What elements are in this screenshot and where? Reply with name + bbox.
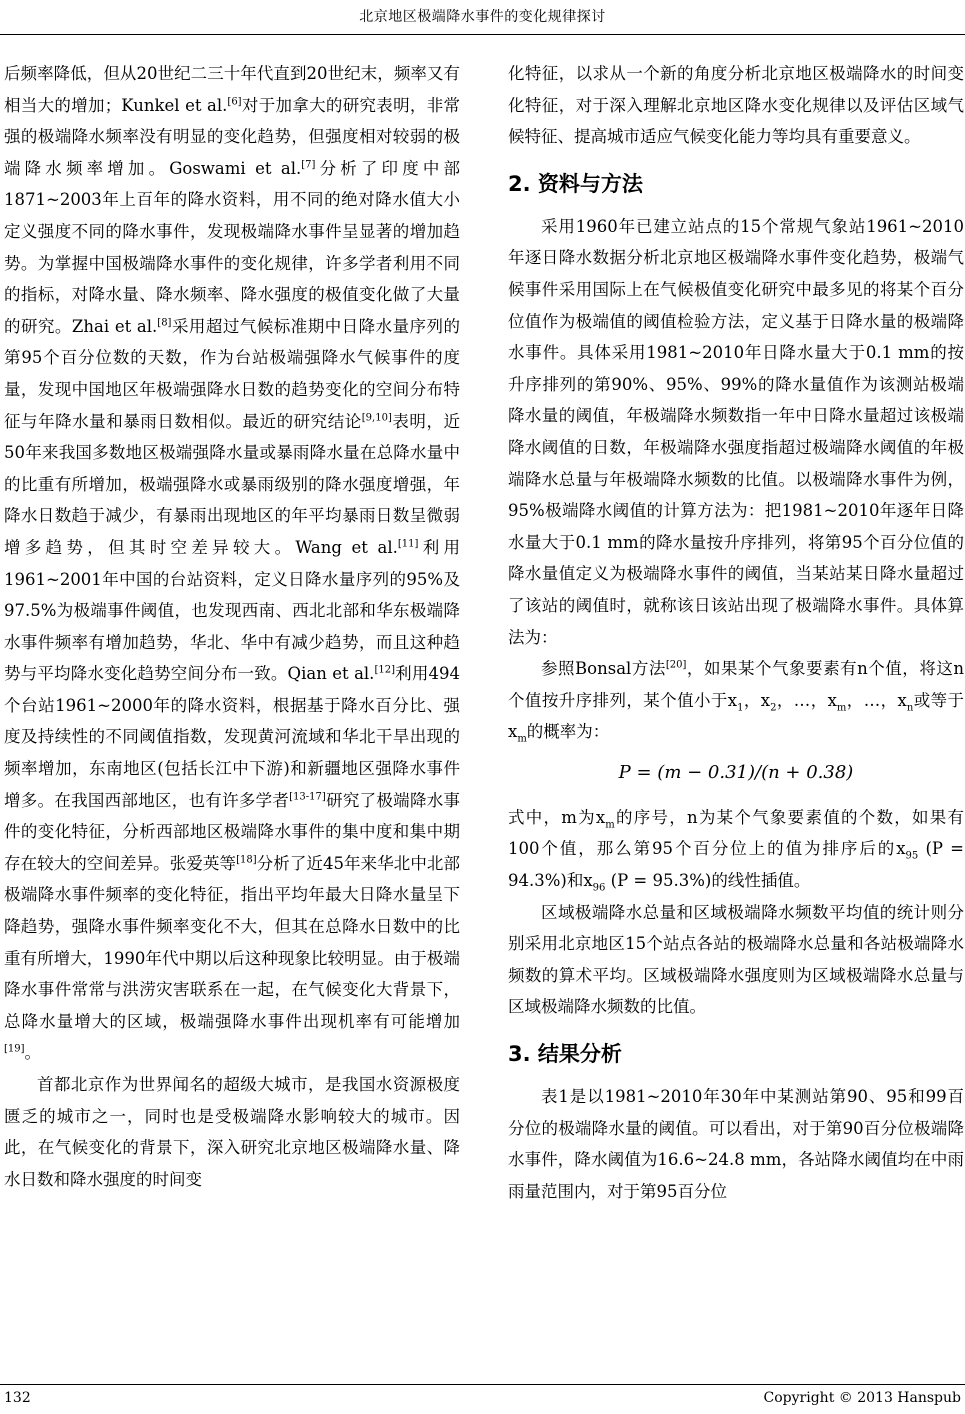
left-column bbox=[4, 58, 460, 1195]
copyright-notice: Copyright © 2013 Hanspub bbox=[763, 1390, 961, 1406]
paragraph-formula-explanation: 式中，m为$x_m$的序号，n为某个气象要素值的个数，如果有100个值，那么第95个百分位上的值为排序后的$x_{95}$ (P = 94.3%)和$x_{96}$ (P = 95.3%)的线性插值。 bbox=[508, 807, 964, 894]
citation-ref: [18] bbox=[236, 854, 257, 866]
subscript: m bbox=[836, 701, 847, 713]
section-heading-data-methods: 2. 资料与方法 bbox=[508, 171, 643, 196]
paragraph-bonsal: 参照Bonsal方法[20]，如果某个气象要素有n个值，将这n个值按升序排列，某个值小于$x_1$，$x_2$，…，$x_m$，…，$x_n$或等于$x_m$的概率为： bbox=[508, 659, 964, 745]
section-heading-results: 3. 结果分析 bbox=[508, 1042, 622, 1067]
citation-ref: [12] bbox=[374, 664, 395, 676]
citation-ref: [7] bbox=[301, 159, 316, 171]
paragraph-intro-continued: 化特征，以求从一个新的角度分析北京地区极端降水的时间变化特征，对于深入理解北京地区降水变化规律以及评估区域气候特征、提高城市适应气候变化能力等均具有重要意义。 bbox=[508, 64, 964, 147]
subscript: n bbox=[906, 701, 914, 713]
subscript: 1 bbox=[737, 701, 744, 713]
subscript: 96 bbox=[592, 882, 606, 894]
paragraph-results: 表1是以1981~2010年30年中某测站第90、95和99百分位的极端降水量的阈值。可以看出，对于第90百分位极端降水事件，降水阈值为16.6~24.8 mm，各站降水阈值均在中雨雨量范围内，对于第95百分位 bbox=[508, 1087, 964, 1201]
subscript: m bbox=[517, 733, 527, 745]
citation-ref: [9,10] bbox=[361, 412, 392, 424]
right-column bbox=[508, 58, 964, 1207]
citation-ref: [13-17] bbox=[289, 791, 326, 803]
page-number: 132 bbox=[4, 1390, 31, 1406]
running-title: 北京地区极端降水事件的变化规律探讨 bbox=[359, 9, 606, 25]
subscript: m bbox=[605, 819, 615, 831]
footer-divider bbox=[0, 1384, 965, 1385]
probability-formula: P = (m − 0.31)/(n + 0.38) bbox=[618, 761, 854, 783]
citation-ref: [11] bbox=[397, 538, 419, 550]
subscript: 95 bbox=[905, 850, 919, 862]
citation-ref: [19] bbox=[4, 1043, 25, 1055]
citation-ref: [20] bbox=[665, 659, 687, 671]
paragraph-methods: 采用1960年已建立站点的15个常规气象站1961~2010年逐日降水数据分析北京地区极端降水事件变化趋势，极端气候事件采用国际上在气候极值变化研究中最多见的将某个百分位值作为极端值的阈值检验方法，定义基于日降水量的极端降水事件。具体采用1981~2010年日降水量大于0.1 mm的按升序排列的第90%、95%、99%的降水量值作为该测站极端降水量的阈值，年极端降水频数指一年中日降水量超过该极端降水阈值的日数，年极端降水强度指超过极端降水阈值的年极端降水总量与年极端降水频数的比值。以极端降水事件为例，95%极端降水阈值的计算方法为：把1981~2010年逐年日降水量大于0.1 mm的降水量按升序排列，将第95个百分位值的降水量值定义为极端降水事件的阈值，当某站某日降水量超过了该站的阈值时，就称该日该站出现了极端降水事件。具体算法为： bbox=[508, 216, 964, 647]
paragraph-literature-review: 后频率降低，但从20世纪二三十年代直到20世纪末，频率又有相当大的增加；Kunkel et al.[6]对于加拿大的研究表明，非常强的极端降水频率没有明显的变化趋势，但强度相对较弱的极端降水频率增加。Goswami et al.[7]分析了印度中部1871~2003年上百年的降水资料，用不同的绝对降水值大小定义强度不同的降水事件，发现极端降水事件呈显著的增加趋势。为掌握中国极端降水事件的变化规律，许多学者利用不同的指标，对降水量、降水频率、降水强度的极值变化做了大量的研究。Zhai et al.[8]采用超过气候标准期中日降水量序列的第95个百分位数的天数，作为台站极端强降水气候事件的度量，发现中国地区年极端强降水日数的趋势变化的空间分布特征与年降水量和暴雨日数相似。最近的研究结论[9,10]表明，近50年来我国多数地区极端强降水量或暴雨降水量在总降水量中的比重有所增加，极端强降水或暴雨级别的降水强度增强，年降水日数趋于减少，有暴雨出现地区的年平均暴雨日数呈微弱增多趋势，但其时空差异较大。Wang et al.[11]利用1961~2001年中国的台站资料，定义日降水量序列的95%及97.5%为极端事件阈值，也发现西南、西北北部和华东极端降水事件频率有增加趋势，华北、华中有减少趋势，而且这种趋势与平均降水变化趋势空间分布一致。Qian et al.[12]利用494个台站1961~2000年的降水资料，根据基于降水百分比、强度及持续性的不同阈值指数，发现黄河流域和华北干旱出现的频率增加，东南地区(包括长江中下游)和新疆地区强降水事件增多。在我国西部地区，也有许多学者[13-17]研究了极端降水事件的变化特征，分析西部地区极端降水事件的集中度和集中期存在较大的空间差异。张爱英等[18]分析了近45年来华北中北部极端降水事件频率的变化特征，指出平均年最大日降水量呈下降趋势，强降水事件频率变化不大，但其在总降水日数中的比重有所增大，1990年代中期以后这种现象比较明显。由于极端降水事件常常与洪涝灾害联系在一起，在气候变化大背景下，总降水量增大的区域，极端强降水事件出现机率有可能增加[19]。 bbox=[4, 64, 461, 1063]
citation-ref: [6] bbox=[227, 96, 242, 108]
header-divider bbox=[0, 34, 965, 35]
paragraph-regional-stats: 区域极端降水总量和区域极端降水频数平均值的统计则分别采用北京地区15个站点各站的极端降水总量和各站极端降水频数的算术平均。区域极端降水强度则为区域极端降水总量与区域极端降水频数的比值。 bbox=[508, 902, 964, 1017]
subscript: 2 bbox=[770, 701, 777, 713]
citation-ref: [8] bbox=[157, 317, 172, 329]
paragraph-beijing-intro: 首都北京作为世界闻名的超级大城市，是我国水资源极度匮乏的城市之一，同时也是受极端降水影响较大的城市。因此，在气候变化的背景下，深入研究北京地区极端降水量、降水日数和降水强度的时间变 bbox=[4, 1075, 460, 1189]
